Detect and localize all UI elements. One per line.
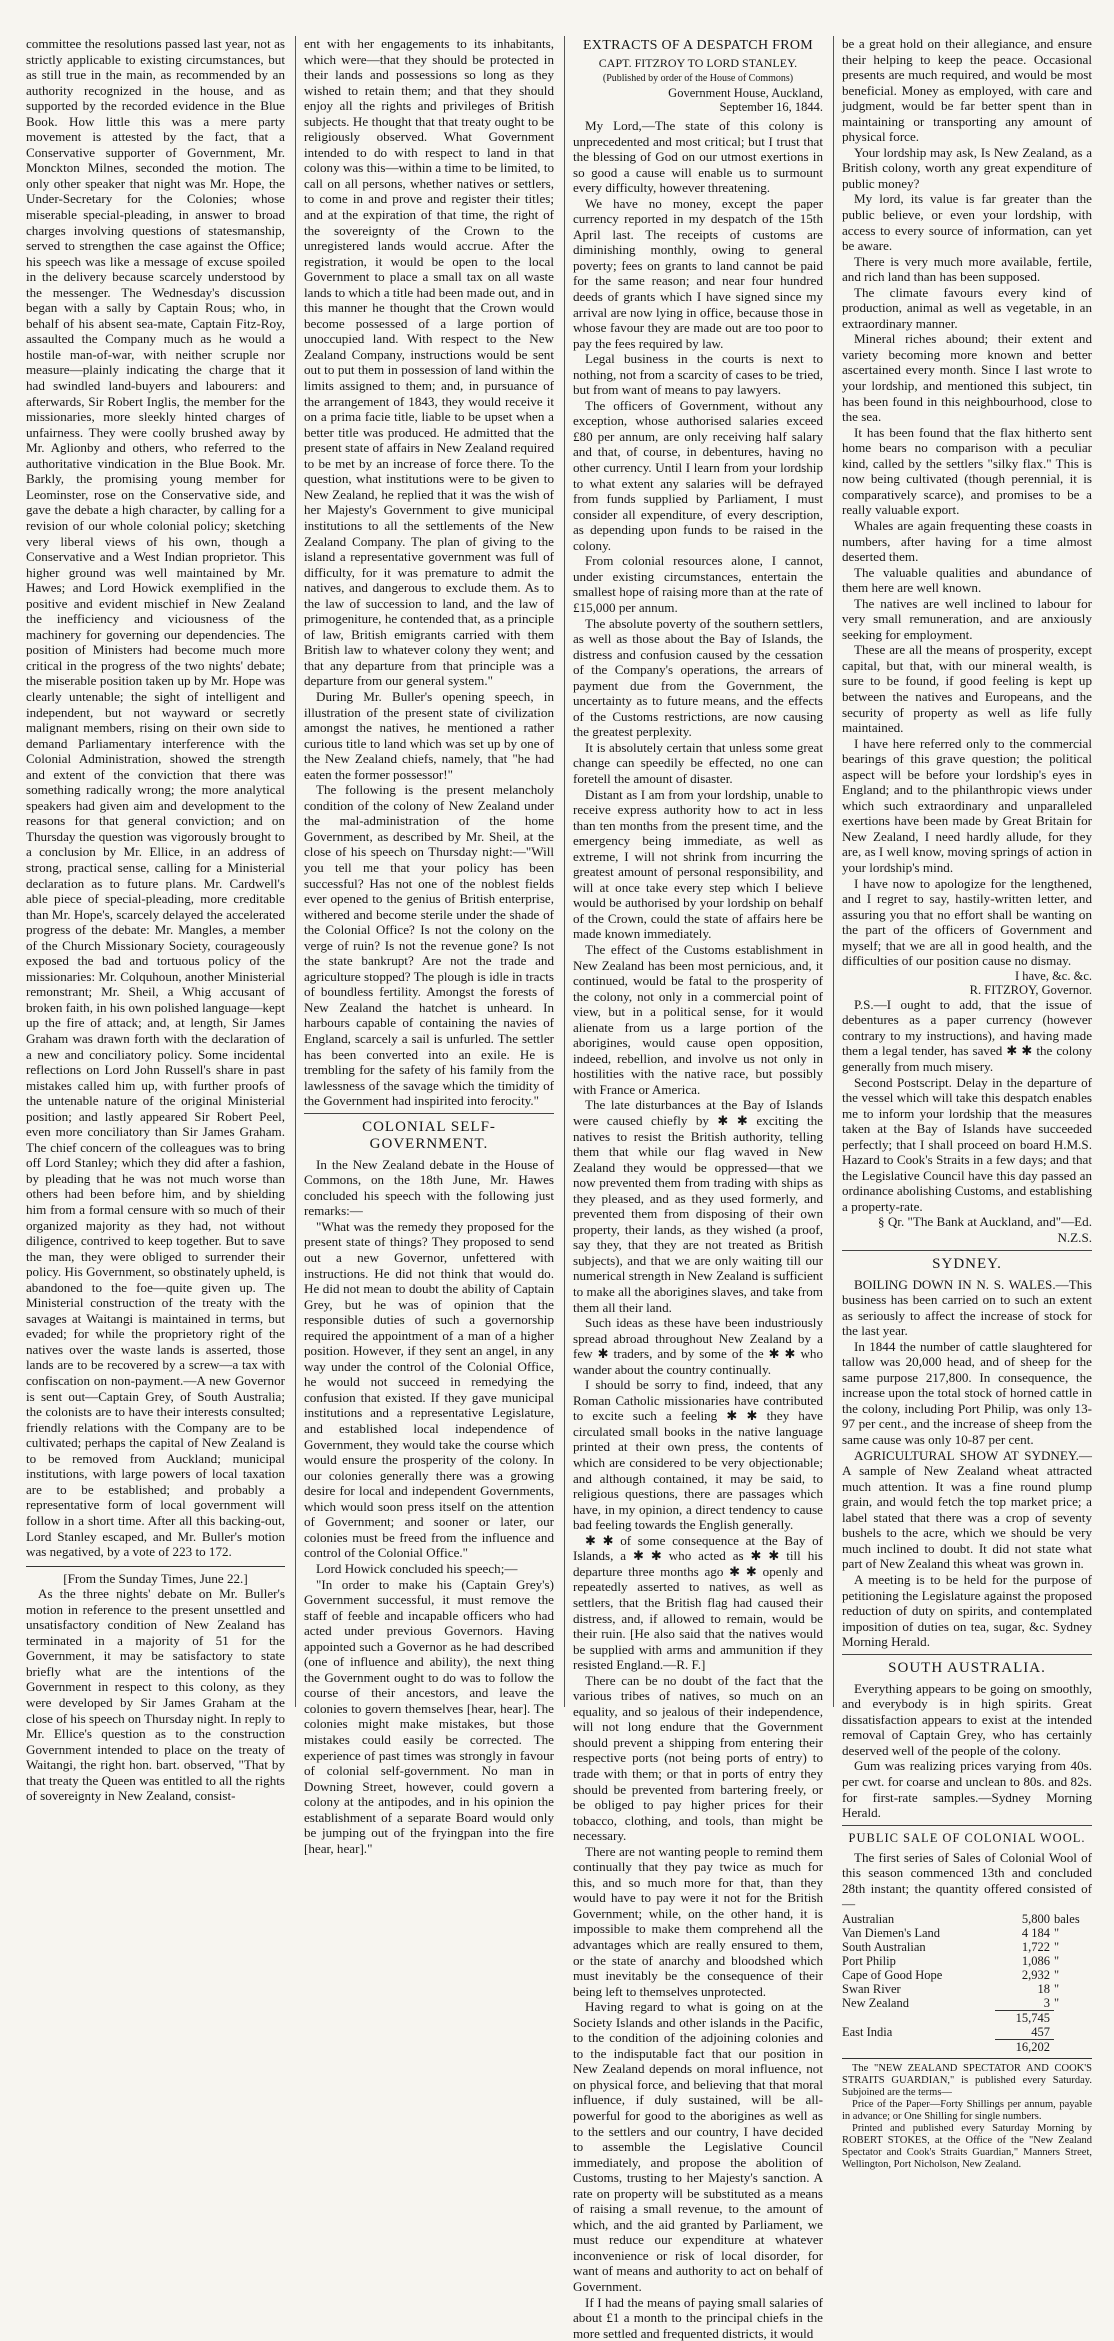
wool-row bbox=[842, 1926, 1092, 1940]
column-3 bbox=[564, 36, 823, 2341]
article-paragraph: It is absolutely certain that unless some great change can speedily be effected, no one can foretell the amount of disaster. bbox=[573, 739, 823, 786]
article-paragraph: The absolute poverty of the southern settlers, as well as those about the Bay of Islands, the distress and confusion caused by the cessation of the Company's operations, the arrears of payment due from the Government, the uncertainty as to future means, and the effects of the Customs restrictions, are now causing the greatest perplexity. bbox=[573, 615, 823, 740]
article-paragraph: The valuable qualities and abundance of them here are well known. bbox=[842, 564, 1092, 596]
article-paragraph: We have no money, except the paper currency reported in my despatch of the 15th April last. The receipts of customs are diminishing monthly, owing to general poverty; fees on grants to land cannot be paid for the same reason; and near four hundred deeds of grants which I have signed since my arrival are now lying in office, because those in whose favour they are made out are too poor to pay the fees required by law. bbox=[573, 195, 823, 351]
article-paragraph: ✱ ✱ of some consequence at the Bay of Islands, a ✱ ✱ who acted as ✱ ✱ till his departure three months ago ✱ ✱ openly and repeatedly asserted to natives, as well as settlers, that the British flag had caused their distress, and, if allowed to remain, would be their ruin. [He also said that the natives would be supplied with arms and ammunition if they resisted England.—R. F.] bbox=[573, 1532, 823, 1673]
wool-total-cell: 16,202 bbox=[995, 2039, 1054, 2054]
wool-unit: " bbox=[1054, 1981, 1060, 1996]
article-paragraph: There can be no doubt of the fact that the various tribes of natives, so much on an equality, and so jealous of their independence, will not long endure that the Government should prevent a shipping from entering their respective ports (not being ports of entry) to trade with them; or that in ports of entry they should be prevented from bartering freely, or be obliged to pay higher prices for their tobacco, clothing, and tools, than might be necessary. bbox=[573, 1672, 823, 1844]
article-paragraph: Having regard to what is going on at the Society Islands and other islands in the Pacific, to the condition of the adjoining colonies and to the indisputable fact that our position in New Zealand depends on moral influence, not on physical force, and believing that that moral influence, if duly sustained, will be all-powerful for good to the aborigines as well as to the settlers and our country, I have decided to assemble the Legislative Council immediately, and propose the abolition of Customs, trusting to her Majesty's sanction. A rate on property will be substituted as a means of raising a small revenue, to the amount of which, and the aid granted by Parliament, we must reduce our expenditure at whatever inconvenience or risk of local disorder, for want of means and authority to act on behalf of Government. bbox=[573, 1999, 823, 2295]
wool-origin: Cape of Good Hope bbox=[842, 1967, 943, 1982]
article-paragraph: A meeting is to be held for the purpose of petitioning the Legislature against the proposed reduction of duty on spirits, and contemplated imposition of duties on tea, sugar, &c. Sydney Morning Herald. bbox=[842, 1571, 1092, 1650]
postscript: P.S.—I ought to add, that the issue of debentures as a paper currency (however contrary to my instructions), and having made them a legal tender, has saved ✱ ✱ the colony generally from much misery. bbox=[842, 996, 1092, 1074]
article-paragraph: There is very much more available, fertile, and rich land than has been supposed. bbox=[842, 253, 1092, 285]
wool-subtotal-cell bbox=[1054, 2010, 1092, 2025]
wool-row bbox=[842, 1982, 1092, 1996]
section-title-south-australia: SOUTH AUSTRALIA. bbox=[842, 1654, 1092, 1677]
wool-bales: 4 184 bbox=[1021, 1925, 1050, 1940]
wool-origin: Australian bbox=[842, 1911, 895, 1926]
wool-unit: " bbox=[1054, 1925, 1060, 1940]
despatch-date: September 16, 1844. bbox=[719, 100, 823, 114]
section-title-sydney: SYDNEY. bbox=[842, 1250, 1092, 1273]
wool-origin: Van Diemen's Land bbox=[842, 1925, 941, 1940]
wool-row bbox=[842, 1912, 1092, 1926]
article-paragraph: AGRICULTURAL SHOW AT SYDNEY.—A sample of New Zealand wheat attracted much attention. It was a fine round plump grain, and would fetch the top market price; a label stated that there was a crop of seventy bushels to the acre, which we should be very much inclined to doubt. It did not state what part of New Zealand this wheat was grown in. bbox=[842, 1447, 1092, 1572]
divider bbox=[26, 1566, 285, 1567]
article-paragraph: Distant as I am from your lordship, unable to receive express authority how to act in less than ten months from the present time, and the emergency being immediate, as well as extreme, I will not shrink from incurring the greatest amount of personal responsibility, and will at once take every step which I believe would be authorised by your lordship on behalf of the Crown, could the state of affairs here be made known immediately. bbox=[573, 786, 823, 942]
wool-row bbox=[842, 1954, 1092, 1968]
article-paragraph: In 1844 the number of cattle slaughtered for tallow was 20,000 head, and of sheep for the same purpose 217,800. In consequence, the increase upon the total stock of horned cattle in the colony, including Port Philip, was only 13-97 per cent., and the increase of sheep from the same cause was only 10-87 per cent. bbox=[842, 1338, 1092, 1448]
article-paragraph: BOILING DOWN IN N. S. WALES.—This business has been carried on to such an extent as seriously to affect the increase of stock for the last year. bbox=[842, 1276, 1092, 1339]
column-2 bbox=[295, 36, 554, 1856]
article-paragraph: The late disturbances at the Bay of Islands were caused chiefly by ✱ ✱ exciting the natives to resist the British authority, telling them that while our flag waved in New Zealand they would be oppressed—that we now prevented them from trading with ships as they pleased, and as they used formerly, and prevented them from disposing of their own property, their lands, as they wished (a proof, say they, that they are not treated as British subjects), and that we are only waiting till our numerical strength in New Zealand is sufficient to make all the aborigines slaves, and take from them all their land. bbox=[573, 1097, 823, 1315]
article-paragraph: The first series of Sales of Colonial Wool of this season commenced 13th and concluded 28th instant; the quantity offered consisted of— bbox=[842, 1849, 1092, 1912]
wool-subtotal bbox=[842, 2010, 1092, 2025]
article-paragraph: Your lordship may ask, Is New Zealand, as a British colony, worth any great expenditure of public money? bbox=[842, 144, 1092, 191]
despatch-heading: EXTRACTS OF A DESPATCH FROM bbox=[582, 38, 814, 53]
article-paragraph: The natives are well inclined to labour for very small remuneration, and are anxiously seeking for employment. bbox=[842, 595, 1092, 642]
article-paragraph: The officers of Government, without any exception, whose authorised salaries exceed £80 per annum, are only receiving half salary and that, of course, in debentures, having no other currency. Until I learn from your lordship to what extent any salaries will be defrayed from funds supplied by Parliament, I must consider all expenditure, of every description, as depending upon funds to be raised in the colony. bbox=[573, 397, 823, 553]
despatch-address: Government House, Auckland, bbox=[668, 86, 823, 100]
wool-origin: Port Philip bbox=[842, 1953, 896, 1968]
article-paragraph: During Mr. Buller's opening speech, in illustration of the present state of civilization amongst the natives, he mentioned a rather curious title to land which was set up by one of the New Zealand chiefs, namely, that "he had eaten the former possessor!" bbox=[304, 688, 554, 782]
section-title-colonial-self-government: COLONIAL SELF-GOVERNMENT. bbox=[304, 1113, 554, 1153]
article-paragraph: If I had the means of paying small salaries of about £1 a month to the principal chiefs in the more settled and frequented districts, it would bbox=[573, 2294, 823, 2341]
article-paragraph: These are all the means of prosperity, except capital, but that, with our mineral wealth, is sure to be found, if good feeling is kept up between the natives and Europeans, and the security of property as well as life fully maintained. bbox=[842, 642, 1092, 736]
wool-bales: 3 bbox=[1043, 1995, 1050, 2010]
wool-bales: 1,722 bbox=[1021, 1939, 1050, 1954]
source-note: [From the Sunday Times, June 22.] bbox=[63, 1570, 248, 1586]
article-paragraph: "What was the remedy they proposed for the present state of things? They proposed to send out a new Governor, unfettered with instructions. He did not think that would do. He did not mean to doubt the ability of Captain Grey, but he was of opinion that the responsible duties of such a governorship required the appointment of a man of a higher position. However, if they sent an angel, in any way under the control of the Colonial Office, he would not succeed in remedying the confusion that existed. If they gave municipal institutions and a representative Legislature, and established local independence of Government, they would take the course which would ensure the prosperity of the colony. In our colonies generally there was a growing desire for local and independent Governments, which would soon press itself on the attention of Government; and sooner or later, our colonies must be freed from the influence and control of the Colonial Office." bbox=[304, 1218, 554, 1561]
signature: R. FITZROY, Governor. bbox=[969, 982, 1092, 997]
wool-total-cell bbox=[842, 2039, 995, 2054]
article-paragraph: From colonial resources alone, I cannot, under existing circumstances, entertain the smallest hope of raising more than at the rate of £15,000 per annum. bbox=[573, 553, 823, 615]
article-paragraph: Legal business in the courts is next to nothing, not from a scarcity of cases to be tried, but from want of means to pay lawyers. bbox=[573, 351, 823, 398]
wool-subtotal-cell bbox=[842, 2010, 995, 2025]
article-paragraph: It has been found that the flax hitherto sent home bears no comparison with a peculiar kind, called by the settlers "silky flax." This is now being cultivated (though perennial, it is comparatively scarce), and promises to be a really valuable export. bbox=[842, 424, 1092, 518]
closing: I have, &c. &c. bbox=[1014, 968, 1092, 983]
article-paragraph: Gum was realizing prices varying from 40s. per cwt. for coarse and unclean to 80s. and 82s. for first-rate samples.—Sydney Morning Herald. bbox=[842, 1758, 1092, 1821]
wool-table bbox=[842, 1912, 1092, 2054]
article-paragraph: The following is the present melancholy condition of the colony of New Zealand under the mal-administration of the home Government, as described by Mr. Sheil, at the close of his speech on Thursday night:—"Will you tell me that your policy has been successful? Has not one of the noblest fields ever opened to the genius of British enterprise, withered and become sterile under the shade of the Colonial Office? Is not the colony on the verge of ruin? Is not the revenue gone? Is not the state bankrupt? Are not the trade and agriculture stopped? The plough is idle in tracts of boundless fertility. Amongst the forests of New Zealand the hatchet is unheard. In harbours capable of containing the navies of England, scarcely a sail is unfurled. The settler has been converted into an exile. He is trembling for the safety of his family from the lawlessness of the savage which the timidity of the Government had inspirited into ferocity." bbox=[304, 782, 554, 1109]
colophon bbox=[842, 2058, 1092, 2171]
column-4 bbox=[833, 36, 1092, 2170]
wool-unit: bales bbox=[1054, 1911, 1080, 1926]
wool-row bbox=[842, 1968, 1092, 1982]
article-paragraph: There are not wanting people to remind them continually that they pay twice as much for this, and so much more for that, than they would have to pay were it not for the British Government; while, on the other hand, it is impossible to make them comprehend all the advantages which are really ensured to them, or the state of anarchy and bloodshed which must inevitably be the consequence of their being left to themselves unprotected. bbox=[573, 1843, 823, 1999]
wool-bales: 18 bbox=[1037, 1981, 1050, 1996]
published-note: (Published by order of the House of Commons) bbox=[602, 73, 794, 84]
article-paragraph: I have here referred only to the commercial bearings of this grave question; the political aspect will be before your lordship's eyes in England; and to the philanthropic views under which such extraordinary and unparalleled exertions have been made by Great Britain for New Zealand, I need hardly allude, for they are, as I well know, moving springs of action in your lordship's mind. bbox=[842, 735, 1092, 875]
wool-row bbox=[842, 1996, 1092, 2011]
wool-origin: New Zealand bbox=[842, 1996, 909, 2011]
colophon-line: Price of the Paper—Forty Shillings per annum, payable in advance; or One Shilling for single numbers. bbox=[842, 2098, 1092, 2122]
article-paragraph: Whales are again frequenting these coasts in numbers, after having for a time almost deserted them. bbox=[842, 517, 1092, 565]
article-paragraph: Everything appears to be going on smoothly, and everybody is in high spirits. Great dissatisfaction appears to exist at the intended removal of Captain Grey, who has certainly deserved well of the people of the colony. bbox=[842, 1680, 1092, 1758]
wool-east-india-cell: 457 bbox=[1031, 2024, 1050, 2039]
wool-bales: 2,932 bbox=[1021, 1967, 1050, 1982]
wool-bales: 5,800 bbox=[1021, 1911, 1050, 1926]
wool-origin: Swan River bbox=[842, 1981, 901, 1996]
article-paragraph: I have now to apologize for the lengthened, and I regret to say, hastily-written letter, and assuring you that no effort shall be wanting on the part of the officers of Government and myself; that we are all in good health, and the difficulties of our position cause no dismay. bbox=[842, 875, 1092, 969]
section-title-wool-sale: PUBLIC SALE OF COLONIAL WOOL. bbox=[842, 1825, 1092, 1846]
article-paragraph: Mineral riches abound; their extent and variety becoming more known and better ascertained every month. Since I last wrote to your lordship, and mentioned this subject, tin has been found in this neighbourhood, close to the sea. bbox=[842, 331, 1092, 425]
columns bbox=[26, 36, 1102, 2341]
wool-east-india-cell bbox=[1054, 2025, 1092, 2040]
wool-unit: " bbox=[1054, 1996, 1060, 2011]
wool-unit: " bbox=[1054, 1939, 1060, 1954]
article-paragraph: Such ideas as these have been industriously spread abroad throughout New Zealand by a few ✱ traders, and by some of the ✱ ✱ who wander about the country continually. bbox=[573, 1315, 823, 1377]
article-paragraph: committee the resolutions passed last year, not as strictly applicable to existing circumstances, but as still true in the main, as recommended by an authority recognized in the house, and as supported by the recorded evidence in the Blue Book. How little this was a mere party movement is attested by the fact, that a Conservative supporter of Government, Mr. Monckton Milnes, seconded the motion. The only other speaker that night was Mr. Hope, the Under-Secretary for the Colonies; whose miserable special-pleading, in answer to broad charges involving questions of statesmanship, served to strengthen the case against the Office; his speech was like a message of excuse spoiled in the delivery because scarcely understood by the messenger. The Wednesday's discussion began with a sally by Captain Rous; who, in behalf of his absent sea-mate, Captain Fitz-Roy, assaulted the Company much as he would a hostile man-of-war, with neither scruple nor measure—plainly indicating the charge that it had swindled land-buyers and labourers: and afterwards, Sir Robert Inglis, the member for the missionaries, more sleekly hinted charges of unfairness. They were coolly brushed away by Mr. Aglionby and others, who referred to the authoritative vindication in the Blue Book. Mr. Barkly, the promising young member for Leominster, rose on the Conservative side, and gave the debate a high character, by calling for a revision of our whole colonial policy; sketching very liberal views of his own, though a Conservative and a West Indian proprietor. This higher ground was well maintained by Mr. Hawes; and Lord Howick exemplified in the positive and evident mischief in New Zealand the inefficiency and viciousness of the machinery for governing our dependencies. The position of Ministers had become much more critical in the progress of the two nights' debate; the miserable position taken up by Mr. Hope was clearly untenable; the sight of intelligent and independent, but not wayward or secretly malignant members, rising on their own side to demand Parliamentary interference with the Colonial Administration, showed the strength and extent of the conviction that there was something radically wrong; the more analytical speakers had given aim and development to the reasons for that general conviction; and on Thursday the question was vigorously brought to a conclusion by Mr. Ellice, in an address of strong, practical sense, calling for a Ministerial declaration as to future plans. Mr. Cardwell's able piece of special-pleading, more creditable than Mr. Hope's, scarcely delayed the accelerated progress of the debate: Mr. Mangles, a member of the Church Missionary Society, courageously exposed the bad and tortuous policy of the missionaries: Mr. Colquhoun, another Ministerial remonstrant; Mr. Sheil, a Whig accusant of broken faith, in his own polished language—kept up the fire of attack; and, at length, Sir James Graham was drawn forth with the declaration of a new and conciliatory policy. Some incidental reflections on Lord John Russell's share in past mistakes called him up, with further proofs of the untenable nature of the original Ministerial position; and lastly appeared Sir Robert Peel, even more conciliatory than Sir James Graham. The chief concern of the colleagues was to bring off Lord Stanley; which they did after a fashion, by pleading that he was not much worse than others had been before him, and by shielding him from a formal censure with so much of their organized majority as they had, not without diligence, contrived to keep together. But to save the man, they were obliged to surrender their policy. His Government, so obstinately upheld, is abandoned to the foe—quite given up. The Ministerial construction of the treaty with the savages at Waitangi is maintained in terms, but evaded; for while the proprietory right of the natives over the waste lands is asserted, those lands are to be recovered by a screw—a tax with confiscation on non-payment.—A new Governor is sent out—Captain Grey, of South Australia; the colonists are to have their interests consulted; friendly relations with the Company are to be cultivated; perhaps the capital of New Zealand is to be removed from Auckland; municipal institutions, with large powers of local taxation are to be established; and probably a representative form of local government will follow in a short time. After all this backing-out, Lord Stanley escaped, and Mr. Buller's motion was negatived, by a vote of 223 to 172. bbox=[26, 36, 285, 1560]
article-paragraph: The climate favours every kind of production, animal as well as vegetable, in an extraordinary manner. bbox=[842, 284, 1092, 331]
article-paragraph: Lord Howick concluded his speech;— bbox=[316, 1560, 518, 1576]
postscript: Second Postscript. Delay in the departure of the vessel which will take this despatch enables me to inform your lordship that the measures taken at the Bay of Islands have succeeded perfectly; that I shall proceed on board H.M.S. Hazard to Cook's Straits in a few days; and that the Legislative Council have this day passed an ordinance abolishing Customs, and establishing a property-rate. bbox=[842, 1074, 1092, 1214]
article-paragraph: My lord, its value is far greater than the public believe, or even your lordship, with access to every source of information, can yet be aware. bbox=[842, 191, 1092, 254]
article-paragraph: The effect of the Customs establishment in New Zealand has been most pernicious, and, it continued, would be fatal to the prosperity of the colony, not only in a commercial point of view, but in a political sense, for it would alienate from us a large portion of the aborigines, would cause open opposition, indeed, rebellion, and involve us not only in hostilities with the native race, but possibly with France or America. bbox=[573, 941, 823, 1097]
colophon-line: Printed and published every Saturday Morning by ROBERT STOKES, at the Office of the "New Zealand Spectator and Cook's Straits Guardian," Manners Street, Wellington, Port Nicholson, New Zealand. bbox=[842, 2122, 1092, 2170]
article-paragraph: My Lord,—The state of this colony is unprecedented and most critical; but I trust that the blessing of God on our utmost exertions in so good a cause will enable us to surmount every difficulty, however threatening. bbox=[573, 118, 823, 196]
article-paragraph: ent with her engagements to its inhabitants, which were—that they should be protected in their lands and possessions so long as they wished to retain them; and that they should enjoy all the rights and privileges of British subjects. He thought that that treaty ought to be religiously observed. What Government intended to do with respect to land in that colony was this—within a time to be limited, to call on all persons, whether natives or settlers, to come in and prove and register their titles; and at the expiration of that time, the right of the sovereignty of the Crown to the unregistered lands would accrue. After the registration, it would be open to the local Government to place a small tax on all waste lands to which a title had been made out, and in this manner he thought that the Crown would become possessed of a large portion of unoccupied land. With respect to the New Zealand Company, instructions would be sent out to put them in possession of land within the limits assigned to them; and, in pursuance of the arrangement of 1843, they would receive it on a prima facie title, liable to be upset when a better title was produced. He admitted that the present state of affairs in New Zealand required to be met by an increase of force there. To the question, what institutions were to be given to New Zealand, he replied that it was the wish of her Majesty's Government to give municipal institutions to all the settlements of the New Zealand Company. The plan of giving to the island a representative government was full of difficulty, for it was premature to admit the natives, and dangerous to exclude them. As to the law of succession to land, and the law of primogeniture, he contended that, as a principle of law, British emigrants carried with them British law to whatever colony they went; and that any departure from that principle was a departure from our general system." bbox=[304, 36, 554, 689]
article-paragraph: In the New Zealand debate in the House of Commons, on the 18th June, Mr. Hawes concluded his speech with the following just remarks:— bbox=[304, 1156, 554, 1219]
wool-total-cell bbox=[1054, 2039, 1092, 2054]
column-1 bbox=[26, 36, 285, 1804]
wool-east-india-cell: East India bbox=[842, 2025, 893, 2040]
article-paragraph: I should be sorry to find, indeed, that any Roman Catholic missionaries have contributed to excite such a feeling ✱ ✱ they have circulated small books in the native language printed at their own press, the contents of which are considered to be very objectionable; and although contained, it may be said, to religious questions, there are passages which have, in my opinion, a direct tendency to cause bad feeling towards the English generally. bbox=[573, 1377, 823, 1533]
wool-bales: 1,086 bbox=[1021, 1953, 1050, 1968]
wool-east-india bbox=[842, 2025, 1092, 2040]
article-paragraph: "In order to make his (Captain Grey's) Government successful, it must remove the staff of feeble and incapable officers who had acted under previous Governors. Having appointed such a Governor as he had described (one of influence and ability), the next thing the Government ought to do was to follow the course of their ancestors, and leave the colonies to govern themselves [hear, hear]. The colonies might make mistakes, but those mistakes could easily be corrected. The experience of past times was strongly in favour of colonial self-government. No man in Downing Street, however, could govern a colony at the antipodes, and in his opinion the establishment of a separate Board would only be jumping out of the fryingpan into the fire [hear, hear]." bbox=[304, 1576, 554, 1856]
wool-total bbox=[842, 2039, 1092, 2054]
editor-note: § Qr. "The Bank at Auckland, and"—Ed. N.Z.S. bbox=[878, 1214, 1092, 1246]
despatch-subheading: CAPT. FITZROY TO LORD STANLEY. bbox=[598, 56, 798, 70]
colophon-line: The "NEW ZEALAND SPECTATOR AND COOK'S STRAITS GUARDIAN," is published every Saturday. Subjoined are the terms— bbox=[842, 2062, 1092, 2098]
wool-unit: " bbox=[1054, 1967, 1060, 1982]
wool-origin: South Australian bbox=[842, 1939, 926, 1954]
wool-unit: " bbox=[1054, 1953, 1060, 1968]
article-paragraph: be a great hold on their allegiance, and ensure their helping to keep the peace. Occasional presents are much required, and would be most beneficial. Money as employed, with care and judgment, would be far better spent than in maintaining or transporting any amount of physical force. bbox=[842, 36, 1092, 145]
article-paragraph: As the three nights' debate on Mr. Buller's motion in reference to the present unsettled and unsatisfactory condition of New Zealand has terminated in a majority of 51 for the Government, it may be satisfactory to state briefly what are the intentions of the Government in respect to this colony, as they were developed by Sir James Graham at the close of his speech on Thursday night. In reply to Mr. Ellice's question as to the construction Government intended to place on the treaty of Waitangi, the right hon. bart. observed, "That by that treaty the Queen was entitled to all the rights of sovereignty in New Zealand, consist- bbox=[26, 1586, 285, 1804]
wool-subtotal-cell: 15,745 bbox=[995, 2010, 1054, 2025]
wool-row bbox=[842, 1940, 1092, 1954]
